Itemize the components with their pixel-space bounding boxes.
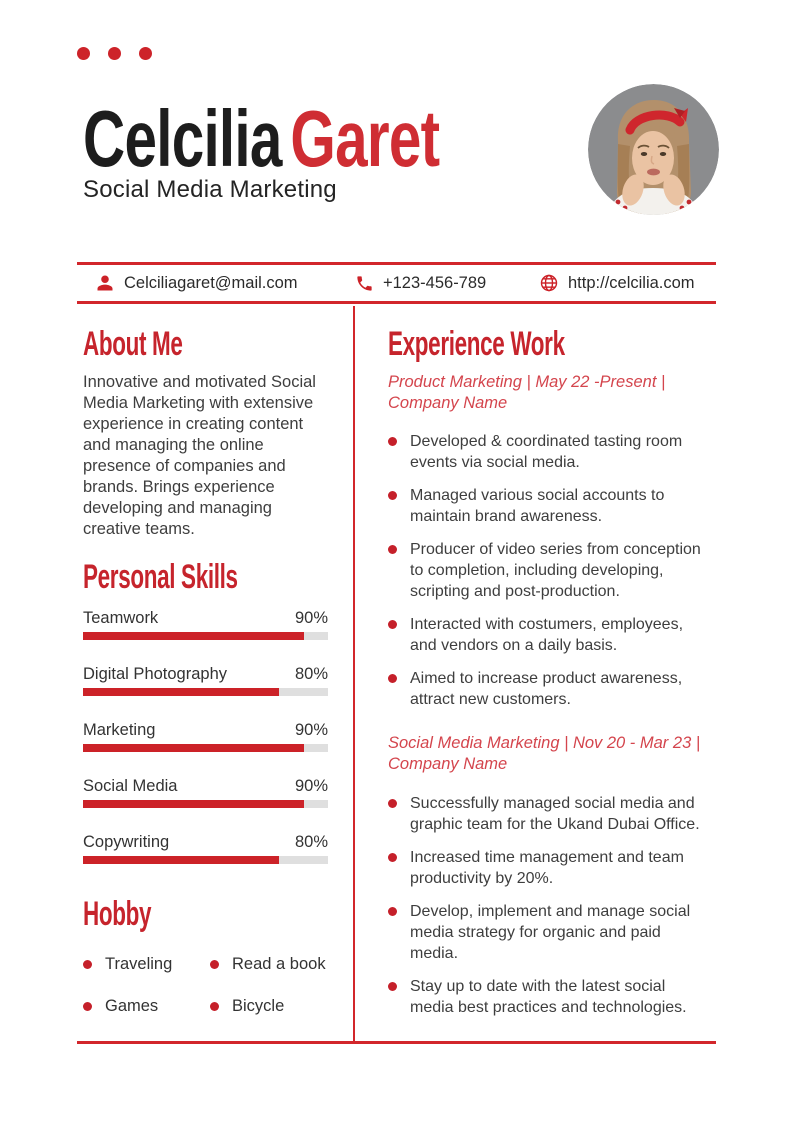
personal-skills-title: Personal Skills: [83, 558, 238, 596]
skill-label: Marketing: [83, 721, 156, 739]
skill-bar-track: [83, 688, 328, 696]
experience-bullet: Producer of video series from conception to completion, including developing, scripting and post-production.: [388, 539, 713, 602]
experience-bullet: Successfully managed social media and graphic team for the Ukand Dubai Office.: [388, 793, 713, 835]
bullet-icon: [210, 1002, 219, 1011]
phone-text: +123-456-789: [383, 273, 487, 292]
dot-icon: [108, 47, 121, 60]
about-me-title: About Me: [83, 325, 183, 363]
hobby-list: [83, 955, 328, 1016]
experience-bullet: Managed various social accounts to maintain brand awareness.: [388, 485, 713, 527]
job-heading: Social Media Marketing | Nov 20 - Mar 23 | Company Name: [388, 734, 701, 773]
skill-label: Digital Photography: [83, 665, 228, 683]
hobby-label: Read a book: [232, 955, 326, 973]
phone-icon: [355, 274, 374, 293]
profile-photo-illustration: [588, 84, 719, 215]
job-bullet-list: [388, 431, 713, 710]
skill-bar-fill: [83, 800, 304, 808]
bullet-icon: [210, 960, 219, 969]
bottom-rule: [77, 1041, 716, 1044]
bullet-icon: [388, 799, 397, 808]
hobby-item: [210, 955, 328, 974]
skill-bar-fill: [83, 688, 279, 696]
globe-icon: [539, 273, 559, 293]
contact-email: [95, 265, 298, 301]
hobby-item: [83, 997, 210, 1016]
skill-bar-fill: [83, 744, 304, 752]
skill-bar-track: [83, 632, 328, 640]
about-me-text: Innovative and motivated Social Media Marketing with extensive experience in creating content and managing the online presence of companies and brands. Brings experience developing and managing creative teams.: [83, 373, 316, 538]
skill-row: [83, 665, 328, 696]
job-heading: Product Marketing | May 22 -Present | Company Name: [388, 373, 666, 412]
bullet-icon: [388, 437, 397, 446]
skill-percent: 80%: [294, 665, 328, 683]
skill-row: [83, 609, 328, 640]
skill-label: Social Media: [83, 777, 178, 795]
skills-list: [83, 609, 328, 864]
bullet-icon: [83, 960, 92, 969]
hobby-label: Traveling: [105, 955, 173, 973]
contact-phone: [355, 265, 486, 301]
bullet-icon: [388, 853, 397, 862]
contact-website: [539, 265, 695, 301]
job-role-subtitle: Social Media Marketing: [83, 176, 337, 203]
bullet-icon: [388, 491, 397, 500]
experience-bullet: Developed & coordinated tasting room events via social media.: [388, 431, 713, 473]
skill-label: Copywriting: [83, 833, 170, 851]
hobby-title: Hobby: [83, 895, 152, 933]
email-text: Celciliagaret@mail.com: [124, 273, 298, 292]
bullet-icon: [388, 674, 397, 683]
contact-bar: [77, 262, 716, 304]
skill-row: [83, 777, 328, 808]
bullet-icon: [83, 1002, 92, 1011]
experience-bullet: Develop, implement and manage social media strategy for organic and paid media.: [388, 901, 713, 964]
bullet-icon: [388, 907, 397, 916]
skill-label: Teamwork: [83, 609, 159, 627]
skill-bar-fill: [83, 632, 304, 640]
dot-icon: [77, 47, 90, 60]
skill-bar-track: [83, 800, 328, 808]
hobby-item: [83, 955, 210, 974]
experience-bullet: Increased time management and team productivity by 20%.: [388, 847, 713, 889]
experience-title: Experience Work: [388, 325, 565, 363]
left-column: [83, 327, 328, 1016]
skill-bar-track: [83, 856, 328, 864]
skill-percent: 90%: [294, 777, 328, 795]
dot-icon: [139, 47, 152, 60]
decorative-dots: [77, 47, 152, 60]
skill-row: [83, 721, 328, 752]
right-column: [388, 327, 720, 1018]
experience-bullet: Aimed to increase product awareness, attract new customers.: [388, 668, 713, 710]
experience-bullet: Stay up to date with the latest social media best practices and technologies.: [388, 976, 713, 1018]
hobby-label: Bicycle: [232, 997, 285, 1015]
skill-percent: 80%: [294, 833, 328, 851]
bullet-icon: [388, 620, 397, 629]
skill-row: [83, 833, 328, 864]
profile-photo: [588, 84, 719, 215]
person-name: [83, 94, 440, 183]
job-bullet-list: [388, 793, 713, 1018]
column-divider: [353, 306, 355, 1041]
hobby-item: [210, 997, 328, 1016]
first-name: Celcilia: [83, 94, 282, 183]
skill-bar-fill: [83, 856, 279, 864]
experience-bullet: Interacted with costumers, employees, and vendors on a daily basis.: [388, 614, 713, 656]
skill-bar-track: [83, 744, 328, 752]
bullet-icon: [388, 982, 397, 991]
skill-percent: 90%: [294, 721, 328, 739]
last-name: Garet: [290, 94, 440, 183]
hobby-label: Games: [105, 997, 159, 1015]
skill-percent: 90%: [294, 609, 328, 627]
website-text: http://celcilia.com: [568, 273, 695, 292]
bullet-icon: [388, 545, 397, 554]
person-icon: [95, 273, 115, 293]
